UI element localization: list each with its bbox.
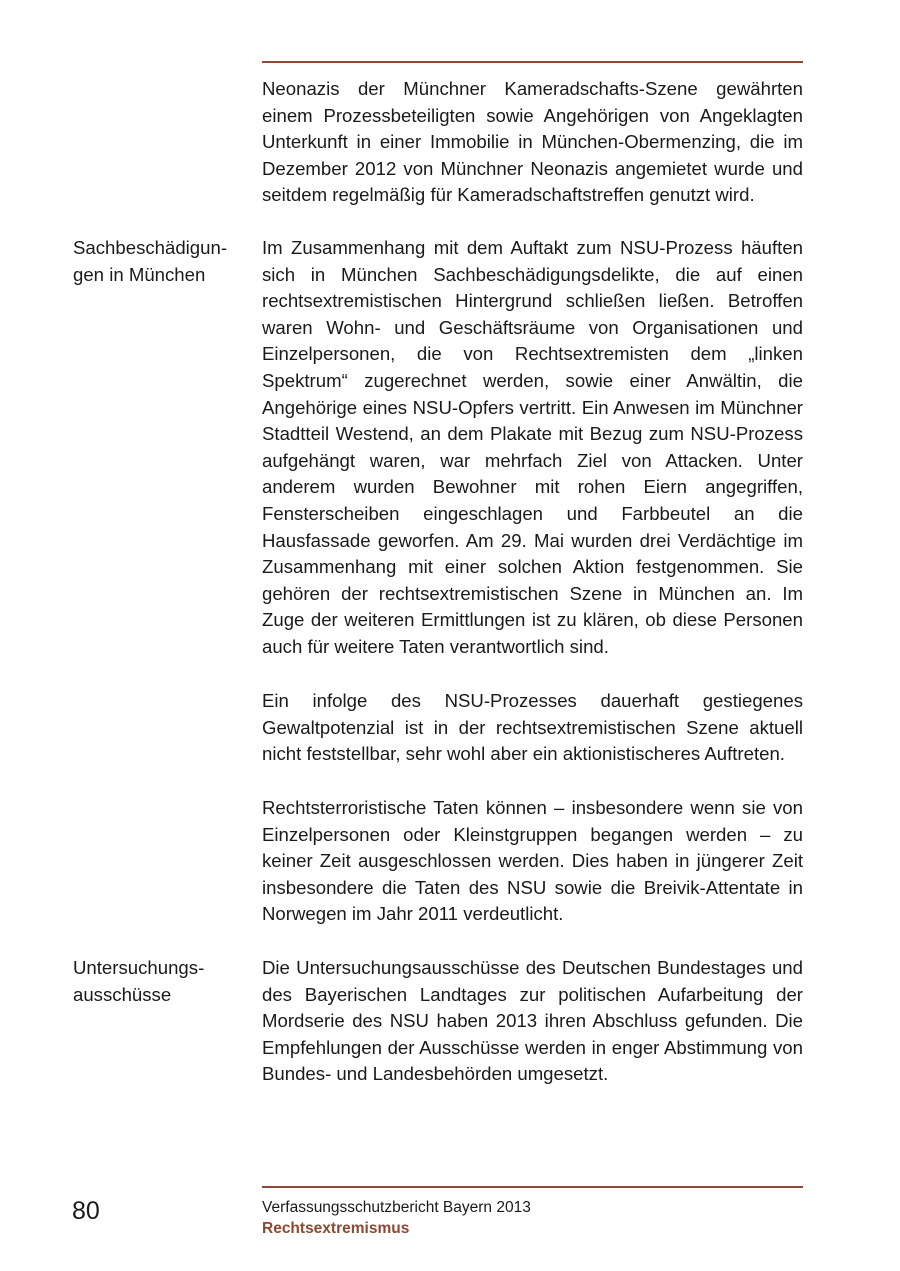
paragraph-sachbeschaedigungen: Im Zusammenhang mit dem Auftakt zum NSU-Prozess häuften sich in München Sachbeschädigungsdelikte, die auf einen rechtsextremistischen Hintergrund schließen ließen. Betroffen waren Wohn- und Geschäftsräume von Organisationen und Einzelpersonen, die von Rechtsextremisten dem „linken Spektrum“ zugerechnet werden, sowie einer Anwältin, die Angehörige eines NSU-Opfers vertritt. Ein Anwesen im Münchner Stadtteil Westend, an dem Plakate mit Bezug zum NSU-Prozess aufgehängt waren, war mehrfach Ziel von Attacken. Unter anderem wurden Bewohner mit rohen Eiern angegriffen, Fensterscheiben eingeschlagen und Farbbeutel an die Hausfassade geworfen. Am 29. Mai wurden drei Verdächtige im Zusammenhang mit einer solchen Aktion festgenommen. Sie gehören der rechtsextremistischen Szene in München an. Im Zuge der weiteren Ermittlungen ist zu klären, ob diese Personen auch für weitere Taten verantwortlich sind.: [262, 237, 803, 657]
sidenote-line: Untersuchungs-: [73, 957, 205, 978]
paragraph-untersuchungsausschuesse: Die Untersuchungsausschüsse des Deutschen Bundestages und des Bayerischen Landtages zur politischen Aufarbeitung der Mordserie des NSU haben 2013 ihren Abschluss gefunden. Die Empfehlungen der Ausschüsse werden in enger Abstimmung von Bundes- und Landesbehörden umgesetzt.: [262, 957, 803, 1085]
sidenote-untersuchungsausschuesse: [73, 955, 253, 1008]
sidenote-line: gen in München: [73, 263, 206, 285]
page-number: 80: [72, 1197, 100, 1225]
footer-publication-title: Verfassungsschutzbericht Bayern 2013: [262, 1199, 531, 1216]
paragraph-rechtsterrorismus: Rechtsterroristische Taten können – insbesondere wenn sie von Einzelpersonen oder Kleinstgruppen begangen werden – zu keiner Zeit ausgeschlossen werden. Dies haben in jüngerer Zeit insbesondere die Taten des NSU sowie die Breivik-Attentate in Norwegen im Jahr 2011 verdeutlicht.: [262, 797, 803, 925]
footer-divider: [262, 1186, 803, 1188]
footer-section-name: Rechtsextremismus: [262, 1220, 410, 1237]
sidenote-line: ausschüsse: [73, 983, 172, 1005]
sidenote-sachbeschaedigungen: [73, 235, 253, 288]
sidenote-line: Sachbeschädigun-: [73, 237, 228, 258]
paragraph-neonazis-unterkunft: Neonazis der Münchner Kameradschafts-Szene gewährten einem Prozessbeteiligten sowie Angehörigen von Angeklagten Unterkunft in einer Immobilie in München-Obermenzing, die im Dezember 2012 von Münchner Neonazis angemietet wurde und seitdem regelmäßig für Kameradschaftstreffen genutzt wird.: [262, 78, 803, 206]
paragraph-gewaltpotenzial: Ein infolge des NSU-Prozesses dauerhaft gestiegenes Gewaltpotenzial ist in der rechtsextremistischen Szene aktuell nicht feststellbar, sehr wohl aber ein aktionistischeres Auftreten.: [262, 690, 803, 765]
top-divider: [262, 61, 803, 63]
